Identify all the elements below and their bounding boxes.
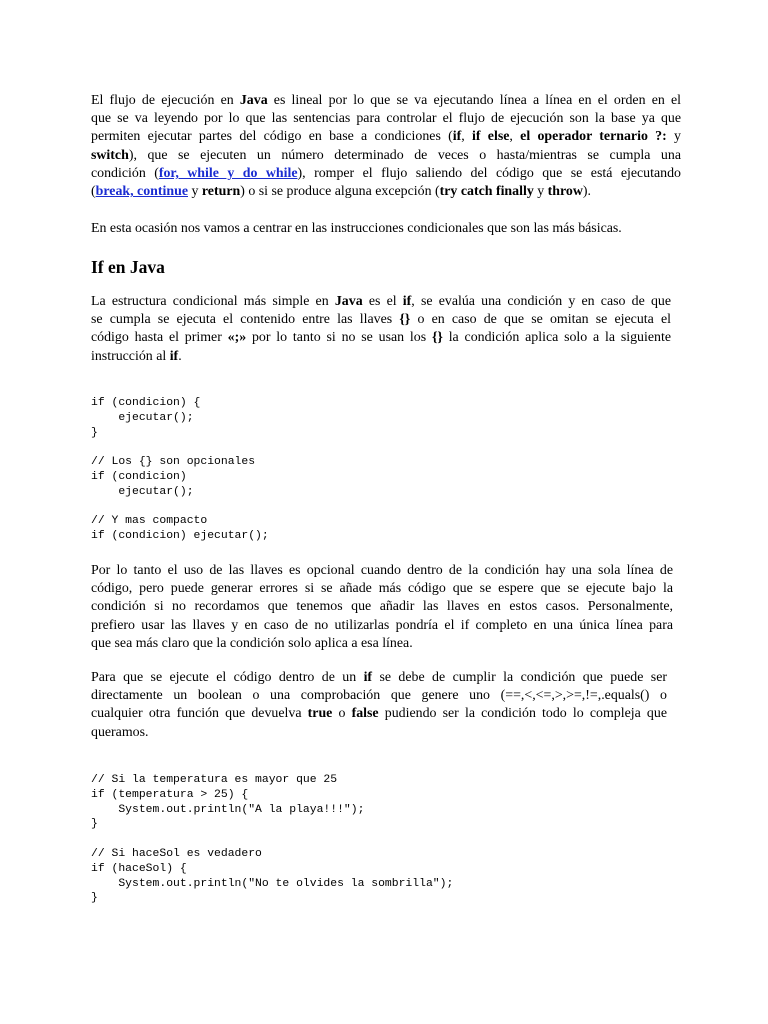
braces-line: condición si no recordamos que tenemos que añadir las llaves en estos casos. Personalmente, <box>91 599 673 615</box>
braces-bold: {} <box>431 330 443 346</box>
text: o en caso de que se omitan se ejecuta el <box>410 312 672 328</box>
text: ( <box>91 184 96 200</box>
if-bold: if <box>402 294 412 309</box>
text: condición ( <box>91 165 159 181</box>
try-catch-bold: try catch finally <box>439 184 534 200</box>
cond-line-2: directamente un boolean o una comprobación que genere uno (==,<,<=,>,>=,!=,.equals() o <box>91 688 667 704</box>
if-line-4 <box>91 348 671 366</box>
text: , <box>461 129 473 145</box>
text: permiten ejecutar partes del código en base a condiciones ( <box>91 129 453 145</box>
braces-line: Por lo tanto el uso de las llaves es opcional cuando dentro de la condición hay una sola línea de <box>91 563 673 578</box>
section-heading: If en Java <box>91 257 165 277</box>
text: ) o si se produce alguna excepción ( <box>240 184 440 200</box>
code-block-if-syntax <box>91 396 269 544</box>
code-line: } <box>91 818 98 831</box>
code-line: if (condicion) ejecutar(); <box>91 530 269 543</box>
if-bold: if <box>169 348 179 364</box>
text: , se evalúa una condición y en caso de que <box>411 294 671 309</box>
code-line <box>91 500 269 515</box>
intro-line-2: que se va leyendo por lo que las sentencias para controlar el flujo de ejecución son la base ya que <box>91 111 681 127</box>
if-line-2 <box>91 311 671 329</box>
code-line: // Los {} son opcionales <box>91 456 256 469</box>
text: y <box>188 184 202 200</box>
intro-line-1 <box>91 92 681 110</box>
if-bold: if <box>363 670 373 685</box>
text: Para que se ejecute el código dentro de un <box>91 670 364 685</box>
text: . <box>178 348 182 364</box>
code-line: } <box>91 892 98 905</box>
code-line: } <box>91 426 98 439</box>
code-line: if (condicion) <box>91 470 187 483</box>
code-line: ejecutar(); <box>91 411 194 424</box>
code-line: // Y mas compacto <box>91 515 208 528</box>
text: ), romper el flujo saliendo del código que se está ejecutando <box>297 165 681 181</box>
text: El flujo de ejecución en <box>91 93 240 108</box>
text: y <box>666 129 681 145</box>
cond-line-3 <box>91 705 667 723</box>
if-line-1 <box>91 293 671 311</box>
code-line: if (condicion) { <box>91 397 201 409</box>
text: La estructura condicional más simple en <box>91 294 335 309</box>
code-line: ejecutar(); <box>91 485 194 498</box>
text: ). <box>582 184 592 200</box>
text: instrucción al <box>91 348 170 364</box>
code-line <box>91 440 269 455</box>
code-line: // Si la temperatura es mayor que 25 <box>91 774 338 786</box>
text: por lo tanto si no se usan los <box>246 330 432 346</box>
break-continue-link[interactable]: break, continue <box>95 184 188 200</box>
focus-paragraph <box>91 220 622 238</box>
text: o <box>332 706 352 722</box>
braces-line: prefiero usar las llaves y en caso de no utilizarlas pondría el if completo en una única línea para <box>91 617 673 633</box>
code-line: System.out.println("No te olvides la sombrilla"); <box>91 877 454 890</box>
cond-line-1 <box>91 669 667 687</box>
code-line: System.out.println("A la playa!!!"); <box>91 803 365 816</box>
loops-link[interactable]: for, while y do while <box>158 165 298 181</box>
text: y <box>533 184 548 200</box>
text: pudiendo ser la condición todo lo compleja que <box>378 706 667 722</box>
switch-bold: switch <box>91 147 129 163</box>
intro-line-3 <box>91 128 681 146</box>
text: se debe de cumplir la condición que puede ser <box>372 670 667 685</box>
false-bold: false <box>351 706 379 722</box>
code-line: // Si haceSol es vedadero <box>91 847 262 860</box>
throw-bold: throw <box>547 184 583 200</box>
semicolon-bold: «;» <box>227 330 247 346</box>
java-bold: Java <box>334 294 363 309</box>
text: la condición aplica solo a la siguiente <box>442 330 672 346</box>
true-bold: true <box>307 706 333 722</box>
text: ), que se ejecuten un número determinado de veces o hasta/mientras se cumpla una <box>128 147 681 163</box>
code-line <box>91 832 453 847</box>
if-bold: if <box>452 129 462 145</box>
ternary-bold: el operador ternario ?: <box>520 129 667 145</box>
if-else-bold: if else <box>472 129 510 145</box>
intro-line-5 <box>91 165 681 183</box>
code-line: if (temperatura > 25) { <box>91 788 249 801</box>
if-structure-paragraph <box>91 293 671 366</box>
condition-paragraph <box>91 669 667 742</box>
braces-line: que sea más claro que la condición solo aplica a esa línea. <box>91 635 413 651</box>
text: se cumpla se ejecuta el contenido entre las llaves <box>91 312 400 328</box>
text: código hasta el primer <box>91 330 228 346</box>
braces-bold: {} <box>399 312 411 328</box>
if-line-3 <box>91 329 671 347</box>
intro-line-6 <box>91 183 681 201</box>
code-block-examples <box>91 773 453 906</box>
text: es el <box>362 294 403 309</box>
java-bold: Java <box>239 93 268 108</box>
text: , <box>509 129 521 145</box>
intro-paragraph <box>91 92 681 201</box>
cond-line-4: queramos. <box>91 724 149 740</box>
text: es lineal por lo que se va ejecutando línea a línea en el orden en el <box>267 93 681 108</box>
focus-line: En esta ocasión nos vamos a centrar en las instrucciones condicionales que son las más básicas. <box>91 221 622 236</box>
braces-line: código, pero puede generar errores si se añade más código que se espere que se ejecute bajo la <box>91 581 673 597</box>
braces-optional-paragraph <box>91 562 673 653</box>
text: cualquier otra función que devuelva <box>91 706 308 722</box>
return-bold: return <box>201 184 241 200</box>
code-line: if (haceSol) { <box>91 862 187 875</box>
intro-line-4 <box>91 147 681 165</box>
